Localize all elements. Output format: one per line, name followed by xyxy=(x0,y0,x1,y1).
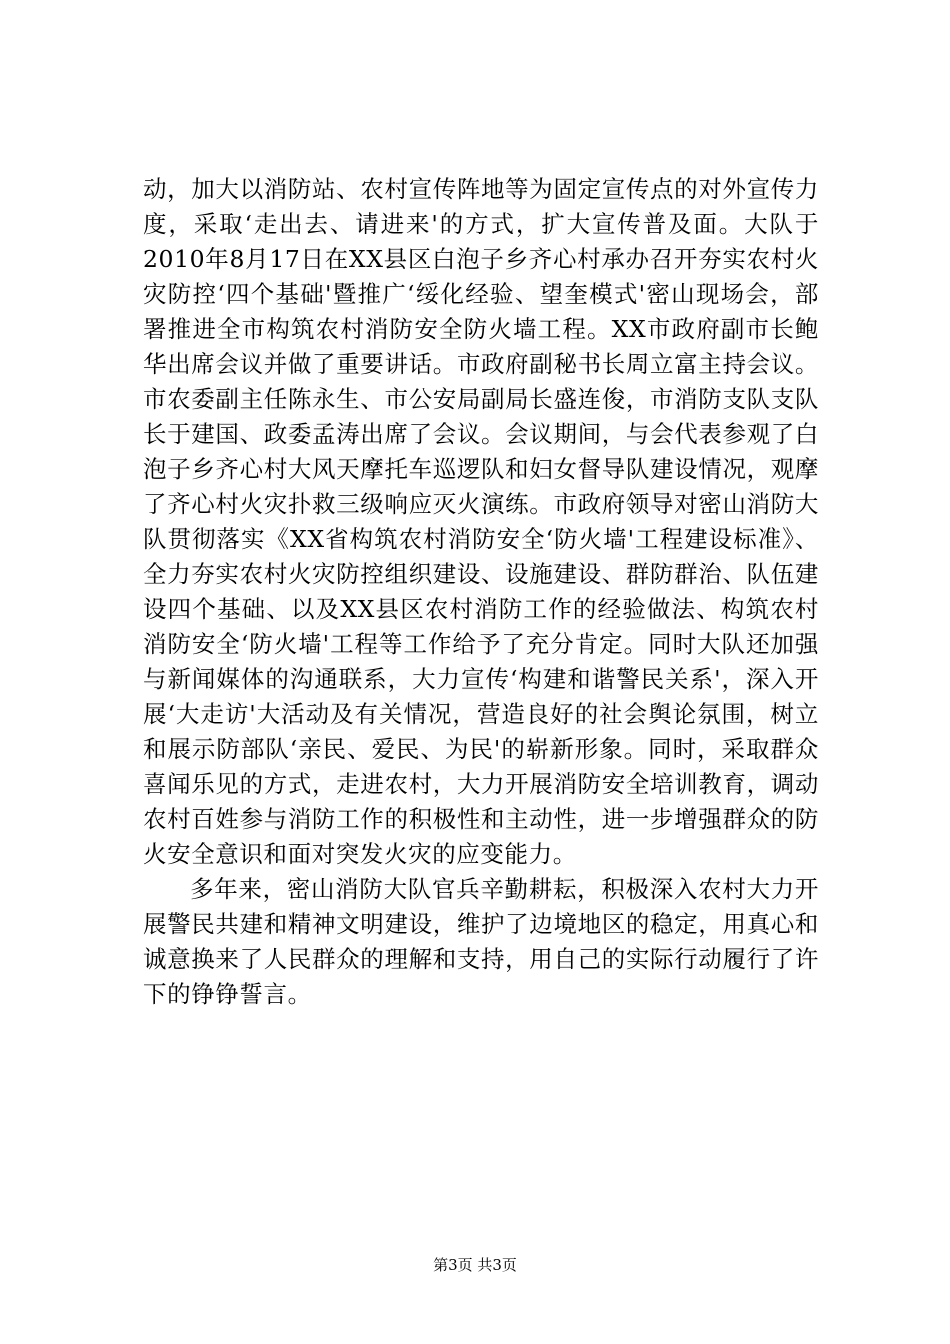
document-body xyxy=(143,172,819,1012)
page-number-footer: 第3页 共3页 xyxy=(433,1256,517,1274)
body-paragraph-closing: 多年来，密山消防大队官兵辛勤耕耘，积极深入农村大力开展警民共建和精神文明建设，维护了边境地区的稳定，用真心和诚意换来了人民群众的理解和支持，用自己的实际行动履行了许下的铮铮誓言。 xyxy=(143,875,819,1008)
body-paragraph-continued: 动，加大以消防站、农村宣传阵地等为固定宣传点的对外宣传力度，采取‘走出去、请进来'的方式，扩大宣传普及面。大队于2010年8月17日在XX县区白泡子乡齐心村承办召开夯实农村火灾防控‘四个基础'暨推广‘绥化经验、望奎模式'密山现场会，部署推进全市构筑农村消防安全防火墙工程。XX市政府副市长鲍华出席会议并做了重要讲话。市政府副秘书长周立富主持会议。市农委副主任陈永生、市公安局副局长盛连俊，市消防支队支队长于建国、政委孟涛出席了会议。会议期间，与会代表参观了白泡子乡齐心村大风天摩托车巡逻队和妇女督导队建设情况，观摩了齐心村火灾扑救三级响应灭火演练。市政府领导对密山消防大队贯彻落实《XX省构筑农村消防安全‘防火墙'工程建设标准》、全力夯实农村火灾防控组织建设、设施建设、群防群治、队伍建设四个基础、以及XX县区农村消防工作的经验做法、构筑农村消防安全‘防火墙'工程等工作给予了充分肯定。同时大队还加强与新闻媒体的沟通联系，大力宣传‘构建和谐警民关系'，深入开展‘大走访'大活动及有关情况，营造良好的社会舆论氛围，树立和展示防部队‘亲民、爱民、为民'的崭新形象。同时，采取群众喜闻乐见的方式，走进农村，大力开展消防安全培训教育，调动农村百姓参与消防工作的积极性和主动性，进一步增强群众的防火安全意识和面对突发火灾的应变能力。 xyxy=(143,175,819,868)
